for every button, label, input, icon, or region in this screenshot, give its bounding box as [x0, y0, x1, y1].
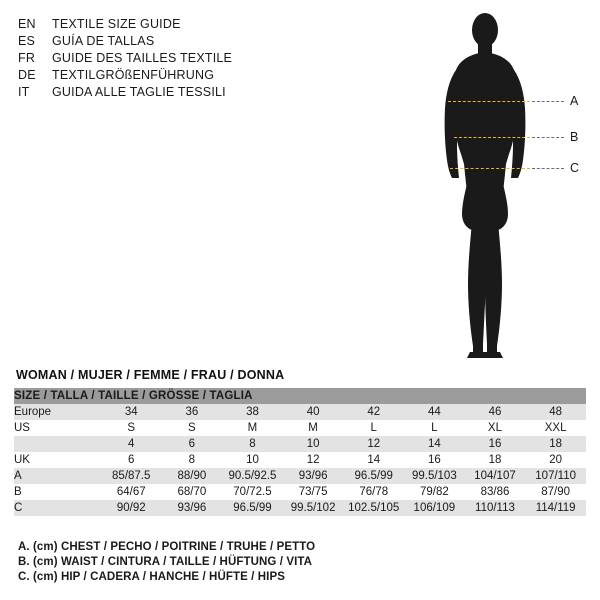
cell: XL	[465, 420, 526, 436]
cell: 18	[465, 452, 526, 468]
measure-label-c: C	[570, 161, 580, 175]
language-row	[18, 50, 318, 67]
female-silhouette-figure	[420, 8, 595, 368]
cell: 10	[222, 452, 283, 468]
cell: 8	[222, 436, 283, 452]
cell: 107/110	[525, 468, 586, 484]
cell: S	[162, 420, 223, 436]
cell: M	[222, 420, 283, 436]
cell: 16	[465, 436, 526, 452]
cell: 88/90	[162, 468, 223, 484]
cell: 96.5/99	[222, 500, 283, 516]
measure-line-waist	[454, 137, 530, 138]
cell: 36	[162, 404, 223, 420]
measure-line-chest	[448, 101, 530, 102]
language-row	[18, 84, 318, 101]
cell: 106/109	[404, 500, 465, 516]
row-label: UK	[14, 452, 101, 468]
cell: 99.5/103	[404, 468, 465, 484]
measure-label-a: A	[570, 94, 579, 108]
cell: 34	[101, 404, 162, 420]
row-label: C	[14, 500, 101, 516]
size-table	[14, 388, 586, 516]
cell: 46	[465, 404, 526, 420]
cell: 16	[404, 452, 465, 468]
cell: 104/107	[465, 468, 526, 484]
measure-label-b: B	[570, 130, 579, 144]
table-header-row	[14, 388, 586, 404]
language-title: GUIDA ALLE TAGLIE TESSILI	[52, 85, 226, 99]
cell: 42	[343, 404, 404, 420]
cell: 38	[222, 404, 283, 420]
language-row	[18, 16, 318, 33]
cell: M	[283, 420, 344, 436]
cell: 85/87.5	[101, 468, 162, 484]
row-label: B	[14, 484, 101, 500]
cell: 114/119	[525, 500, 586, 516]
cell: 70/72.5	[222, 484, 283, 500]
language-code: IT	[18, 85, 30, 99]
measure-line-hip-extension	[532, 168, 564, 169]
cell: 10	[283, 436, 344, 452]
cell: 96.5/99	[343, 468, 404, 484]
cell: 14	[404, 436, 465, 452]
cell: 6	[101, 452, 162, 468]
cell: 68/70	[162, 484, 223, 500]
language-row	[18, 33, 318, 50]
cell: 90/92	[101, 500, 162, 516]
cell: 12	[283, 452, 344, 468]
table-row	[14, 468, 586, 484]
cell: 14	[343, 452, 404, 468]
cell: 18	[525, 436, 586, 452]
cell: 87/90	[525, 484, 586, 500]
table-row	[14, 452, 586, 468]
cell: 110/113	[465, 500, 526, 516]
size-table-area	[14, 368, 586, 516]
table-row	[14, 420, 586, 436]
table-row	[14, 484, 586, 500]
note-waist: B. (cm) WAIST / CINTURA / TAILLE / HÜFTUNG / VITA	[18, 556, 313, 568]
table-header-label: SIZE / TALLA / TAILLE / GRÖSSE / TAGLIA	[14, 388, 586, 404]
note-chest: A. (cm) CHEST / PECHO / POITRINE / TRUHE / PETTO	[18, 541, 316, 553]
measure-line-waist-extension	[532, 137, 564, 138]
row-label	[14, 436, 101, 452]
table-caption: WOMAN / MUJER / FEMME / FRAU / DONNA	[16, 368, 285, 382]
table-row	[14, 500, 586, 516]
language-code: DE	[18, 68, 36, 82]
language-code: FR	[18, 51, 36, 65]
cell: 76/78	[343, 484, 404, 500]
cell: 93/96	[283, 468, 344, 484]
table-row	[14, 404, 586, 420]
note-hip: C. (cm) HIP / CADERA / HANCHE / HÜFTE / HIPS	[18, 571, 286, 583]
cell: 64/67	[101, 484, 162, 500]
cell: 99.5/102	[283, 500, 344, 516]
cell: 79/82	[404, 484, 465, 500]
cell: 44	[404, 404, 465, 420]
cell: 93/96	[162, 500, 223, 516]
cell: 20	[525, 452, 586, 468]
measure-line-hip	[450, 168, 530, 169]
language-title: TEXTILE SIZE GUIDE	[52, 17, 181, 31]
cell: 6	[162, 436, 223, 452]
cell: 73/75	[283, 484, 344, 500]
cell: XXL	[525, 420, 586, 436]
cell: 102.5/105	[343, 500, 404, 516]
silhouette-icon	[420, 8, 595, 368]
cell: 12	[343, 436, 404, 452]
language-code: EN	[18, 17, 36, 31]
cell: 4	[101, 436, 162, 452]
language-title: GUÍA DE TALLAS	[52, 34, 155, 48]
cell: L	[343, 420, 404, 436]
cell: 40	[283, 404, 344, 420]
table-row	[14, 436, 586, 452]
cell: 90.5/92.5	[222, 468, 283, 484]
language-title: GUIDE DES TAILLES TEXTILE	[52, 51, 233, 65]
cell: S	[101, 420, 162, 436]
language-row	[18, 67, 318, 84]
row-label: Europe	[14, 404, 101, 420]
measurement-notes	[18, 540, 438, 585]
language-code: ES	[18, 34, 36, 48]
cell: 48	[525, 404, 586, 420]
row-label: US	[14, 420, 101, 436]
cell: 83/86	[465, 484, 526, 500]
language-header	[18, 16, 318, 101]
cell: 8	[162, 452, 223, 468]
row-label: A	[14, 468, 101, 484]
measure-line-chest-extension	[532, 101, 564, 102]
language-title: TEXTILGRÖßENFÜHRUNG	[52, 68, 215, 82]
cell: L	[404, 420, 465, 436]
